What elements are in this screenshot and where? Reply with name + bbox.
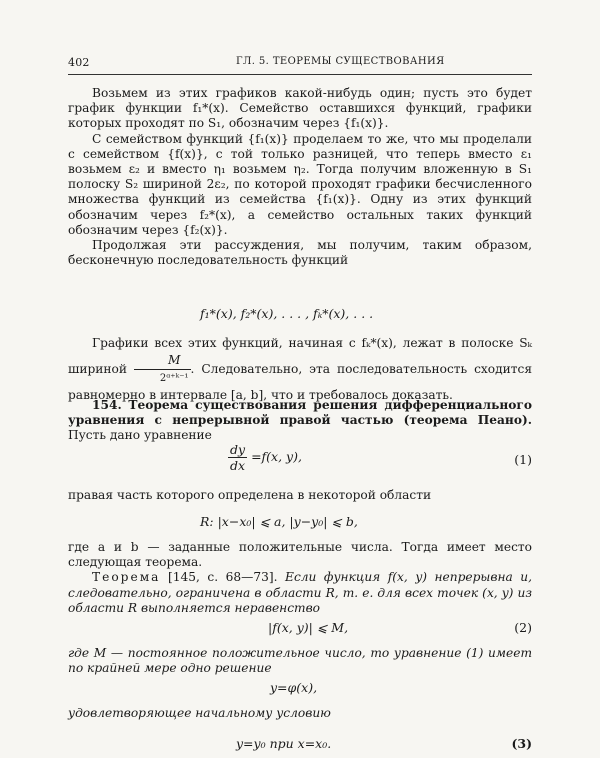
function-sequence: f₁*(x), f₂*(x), . . . , fₖ*(x), . . . <box>200 306 374 321</box>
initial-condition-text: удовлетворяющее начальному условию <box>68 706 331 720</box>
width-fraction <box>134 352 191 387</box>
domain-R: R: |x−x₀| ⩽ a, |y−y₀| ⩽ b, <box>200 514 358 529</box>
paragraph-2: С семейством функций {f₁(x)} проделаем то же, что мы проделали с семейством {f(x)}, с той только разницей, что теперь вместо ε₁ возьмем ε₂ и вместо η₁ возьмем η₂. Тогда получим вложенную в S₁ полоску S₂ шириной 2ε₂, по которой проходят графики бесчисленного множества функций из семейства {f₁(x)}. Одну из этих функций обозначим через f₂*(x), а семейство остальных таких функций обозначим через {f₂(x)}. <box>68 131 532 237</box>
theorem-label: Теорема <box>92 570 161 585</box>
page-number: 402 <box>68 56 90 69</box>
fraction-denominator: 2ᵅ⁺ᵏ⁻¹ <box>159 373 189 384</box>
paragraph-1: Возьмем из этих графиков какой-нибудь один; пусть это будет график функции f₁*(x). Семейство оставшихся функций, графики которых проходят по S₁, обозначим через {f₁(x)}. <box>68 86 532 131</box>
equation-2-formula: |f(x, y)| ⩽ M, <box>268 620 349 635</box>
running-head <box>68 56 532 72</box>
solution-formula: y=φ(x), <box>270 680 318 695</box>
domain-R-display <box>68 514 532 532</box>
eq1-denominator: dx <box>230 458 246 473</box>
section-intro: Пусть дано уравнение <box>68 428 212 443</box>
equation-1 <box>68 442 532 482</box>
section-154 <box>68 398 532 444</box>
equation-1-formula <box>228 442 302 473</box>
paragraph-6: где a и b — заданные положительные числа. Тогда имеет место следующая теорема. <box>68 540 532 570</box>
chapter-title: ГЛ. 5. ТЕОРЕМЫ СУЩЕСТВОВАНИЯ <box>236 56 445 67</box>
theorem-statement <box>68 570 532 616</box>
paragraph-5: правая часть которого определена в некоторой области <box>68 488 432 502</box>
body-text-theorem <box>68 540 532 616</box>
eq1-rhs: =f(x, y), <box>251 449 302 464</box>
page <box>68 56 533 751</box>
paragraph-4 <box>68 335 532 404</box>
paragraph-3: Продолжая эти рассуждения, мы получим, таким образом, бесконечную последовательность функций <box>68 238 532 268</box>
solution-display <box>68 680 532 698</box>
paragraph-4-end: . Следовательно, эта последовательность сходится равномерно в интервале [a, b], что и требовалось доказать. <box>68 362 533 402</box>
fraction-numerator: M <box>134 352 191 370</box>
section-title: Теорема существования решения дифференциального уравнения с непрерывной правой частью (теорема Пеано). <box>68 398 532 428</box>
equation-2 <box>68 620 532 638</box>
equation-3-formula: y=y₀ при x=x₀. <box>236 736 332 751</box>
theorem-continuation: где M — постоянное положительное число, то уравнение (1) имеет по крайней мере одно решение <box>68 646 532 676</box>
eq1-numerator: dy <box>230 442 246 457</box>
equation-2-label: (2) <box>514 620 532 635</box>
paragraph-4-start: Графики всех этих функций, начиная с fₖ*(x), лежат в полоске Sₖ шириной <box>68 336 532 376</box>
body-text-top <box>68 86 532 268</box>
section-number: 154. <box>92 398 122 412</box>
theorem-text: Если функция f(x, y) непрерывна и, следовательно, ограничена в области R, т. е. для всех точек (x, y) из области R выполняется неравенство <box>68 570 533 615</box>
equation-3-label: (3) <box>511 736 532 751</box>
equation-3 <box>68 736 532 754</box>
equation-1-label: (1) <box>514 452 532 467</box>
header-rule <box>68 74 532 75</box>
sequence-display <box>68 306 532 326</box>
theorem-reference: [145, с. 68—73]. <box>160 570 286 585</box>
